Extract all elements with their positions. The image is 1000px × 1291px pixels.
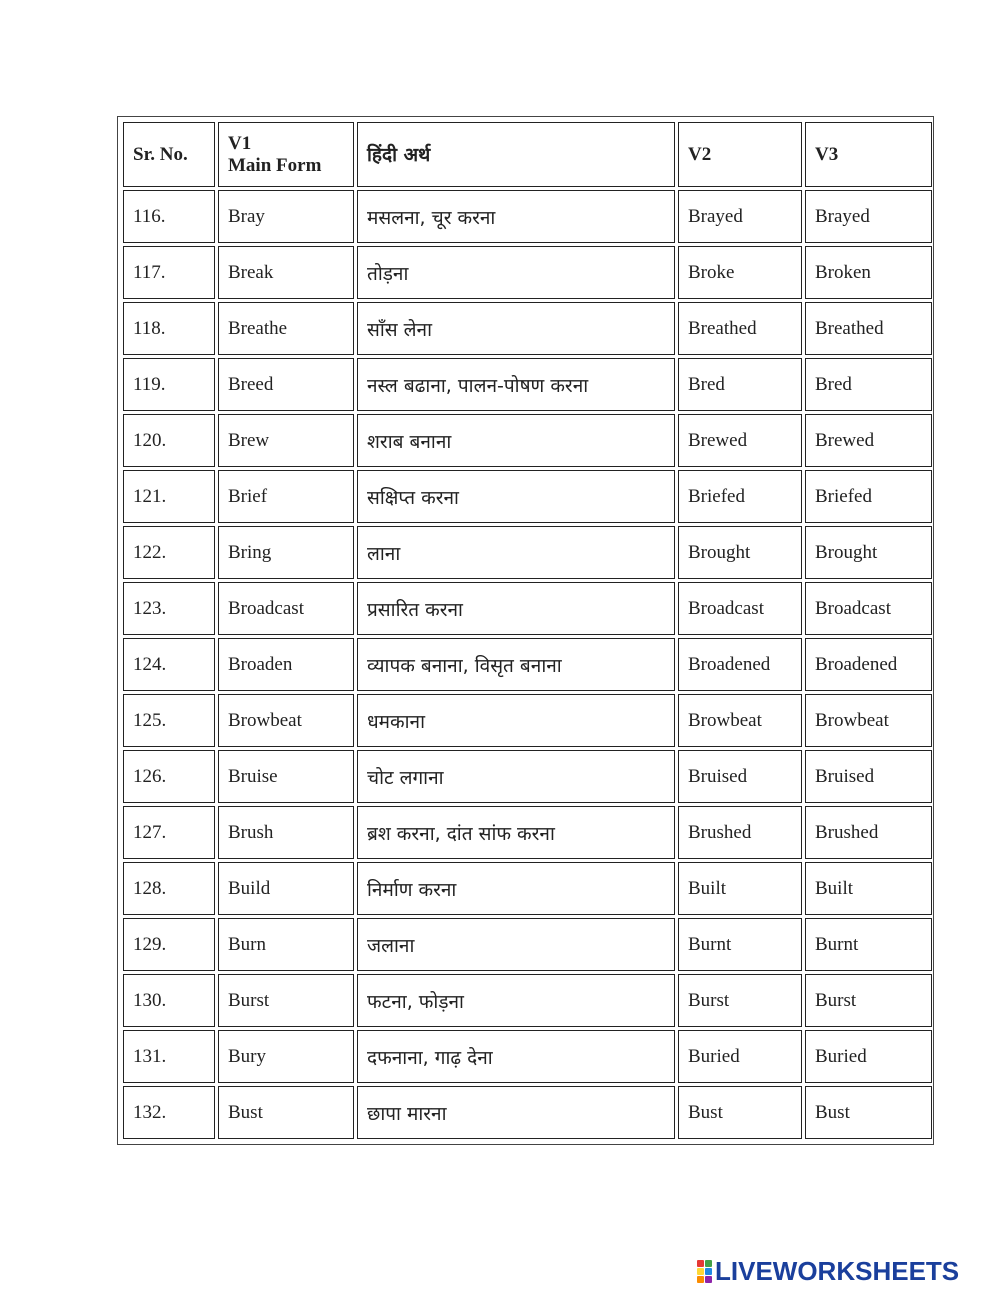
liveworksheets-logo-text: LIVEWORKSHEETS: [715, 1256, 960, 1286]
table-row: [123, 246, 932, 299]
cell-hindi-meaning: फटना, फोड़ना: [357, 974, 675, 1027]
cell-v2: Brought: [678, 526, 802, 579]
table-row: [123, 862, 932, 915]
cell-v3: Broadcast: [805, 582, 932, 635]
cell-v2: Built: [678, 862, 802, 915]
cell-hindi-meaning: शराब बनाना: [357, 414, 675, 467]
cell-hindi-meaning: तोड़ना: [357, 246, 675, 299]
table-body: [123, 190, 932, 1139]
cell-sr-no: 118.: [123, 302, 215, 355]
cell-hindi-meaning: धमकाना: [357, 694, 675, 747]
cell-v3: Bruised: [805, 750, 932, 803]
logo-icon-square: [705, 1260, 712, 1267]
cell-sr-no: 116.: [123, 190, 215, 243]
cell-v1: Breed: [218, 358, 354, 411]
cell-v3: Brought: [805, 526, 932, 579]
table-row: [123, 190, 932, 243]
cell-v1: Burn: [218, 918, 354, 971]
cell-sr-no: 129.: [123, 918, 215, 971]
cell-v1: Bray: [218, 190, 354, 243]
cell-sr-no: 120.: [123, 414, 215, 467]
cell-v1: Bring: [218, 526, 354, 579]
cell-sr-no: 122.: [123, 526, 215, 579]
cell-v1: Broadcast: [218, 582, 354, 635]
liveworksheets-logo-icon: [697, 1260, 712, 1283]
header-v2: V2: [678, 122, 802, 187]
cell-v3: Brushed: [805, 806, 932, 859]
cell-hindi-meaning: साँस लेना: [357, 302, 675, 355]
cell-sr-no: 130.: [123, 974, 215, 1027]
cell-v1: Bust: [218, 1086, 354, 1139]
logo-icon-square: [705, 1268, 712, 1275]
cell-v3: Bust: [805, 1086, 932, 1139]
cell-hindi-meaning: चोट लगाना: [357, 750, 675, 803]
verb-forms-table: [120, 119, 935, 1142]
cell-v3: Brewed: [805, 414, 932, 467]
cell-hindi-meaning: नस्ल बढाना, पालन-पोषण करना: [357, 358, 675, 411]
cell-v1: Bruise: [218, 750, 354, 803]
cell-v3: Buried: [805, 1030, 932, 1083]
cell-sr-no: 132.: [123, 1086, 215, 1139]
table-row: [123, 638, 932, 691]
cell-v3: Burst: [805, 974, 932, 1027]
cell-v2: Bust: [678, 1086, 802, 1139]
table-row: [123, 470, 932, 523]
cell-sr-no: 127.: [123, 806, 215, 859]
cell-v3: Burnt: [805, 918, 932, 971]
cell-v3: Bred: [805, 358, 932, 411]
cell-sr-no: 125.: [123, 694, 215, 747]
cell-hindi-meaning: मसलना, चूर करना: [357, 190, 675, 243]
table-row: [123, 974, 932, 1027]
cell-v2: Buried: [678, 1030, 802, 1083]
cell-hindi-meaning: छापा मारना: [357, 1086, 675, 1139]
table-row: [123, 806, 932, 859]
cell-sr-no: 126.: [123, 750, 215, 803]
cell-sr-no: 128.: [123, 862, 215, 915]
cell-sr-no: 121.: [123, 470, 215, 523]
cell-v2: Brayed: [678, 190, 802, 243]
table-row: [123, 918, 932, 971]
header-sr-no: Sr. No.: [123, 122, 215, 187]
cell-v2: Brushed: [678, 806, 802, 859]
cell-hindi-meaning: जलाना: [357, 918, 675, 971]
cell-v3: Briefed: [805, 470, 932, 523]
cell-sr-no: 131.: [123, 1030, 215, 1083]
cell-v3: Broadened: [805, 638, 932, 691]
cell-hindi-meaning: लाना: [357, 526, 675, 579]
cell-v1: Build: [218, 862, 354, 915]
cell-v1: Browbeat: [218, 694, 354, 747]
cell-v2: Briefed: [678, 470, 802, 523]
cell-hindi-meaning: निर्माण करना: [357, 862, 675, 915]
cell-v1: Bury: [218, 1030, 354, 1083]
cell-v3: Built: [805, 862, 932, 915]
cell-sr-no: 117.: [123, 246, 215, 299]
cell-v2: Bruised: [678, 750, 802, 803]
table-row: [123, 414, 932, 467]
cell-v3: Breathed: [805, 302, 932, 355]
header-v1: [218, 122, 354, 187]
cell-v2: Brewed: [678, 414, 802, 467]
cell-v2: Bred: [678, 358, 802, 411]
table-row: [123, 358, 932, 411]
cell-v1: Brew: [218, 414, 354, 467]
cell-v1: Breathe: [218, 302, 354, 355]
table-row: [123, 526, 932, 579]
cell-v2: Broadcast: [678, 582, 802, 635]
logo-icon-square: [697, 1268, 704, 1275]
cell-v2: Browbeat: [678, 694, 802, 747]
cell-sr-no: 124.: [123, 638, 215, 691]
cell-v1: Brush: [218, 806, 354, 859]
logo-icon-square: [697, 1276, 704, 1283]
cell-v3: Browbeat: [805, 694, 932, 747]
header-hindi-meaning: हिंदी अर्थ: [357, 122, 675, 187]
cell-hindi-meaning: दफनाना, गाढ़ देना: [357, 1030, 675, 1083]
table-row: [123, 582, 932, 635]
table-row: [123, 750, 932, 803]
table-row: [123, 1030, 932, 1083]
cell-hindi-meaning: व्यापक बनाना, विसृत बनाना: [357, 638, 675, 691]
cell-sr-no: 119.: [123, 358, 215, 411]
table-row: [123, 1086, 932, 1139]
cell-v2: Burnt: [678, 918, 802, 971]
cell-v3: Brayed: [805, 190, 932, 243]
table-row: [123, 302, 932, 355]
cell-v2: Broke: [678, 246, 802, 299]
liveworksheets-logo: [697, 1258, 959, 1284]
logo-icon-square: [705, 1276, 712, 1283]
table-header-row: [123, 122, 932, 187]
cell-sr-no: 123.: [123, 582, 215, 635]
header-v1-label: V1: [228, 132, 252, 154]
header-v3: V3: [805, 122, 932, 187]
cell-hindi-meaning: ब्रश करना, दांत सांफ करना: [357, 806, 675, 859]
cell-v1: Broaden: [218, 638, 354, 691]
cell-v2: Breathed: [678, 302, 802, 355]
cell-v3: Broken: [805, 246, 932, 299]
cell-v1: Burst: [218, 974, 354, 1027]
cell-v2: Broadened: [678, 638, 802, 691]
cell-hindi-meaning: सक्षिप्त करना: [357, 470, 675, 523]
cell-v2: Burst: [678, 974, 802, 1027]
cell-v1: Break: [218, 246, 354, 299]
header-v1-sublabel: Main Form: [228, 154, 322, 176]
logo-icon-square: [697, 1260, 704, 1267]
cell-v1: Brief: [218, 470, 354, 523]
verb-forms-table-frame: [117, 116, 934, 1145]
cell-hindi-meaning: प्रसारित करना: [357, 582, 675, 635]
table-row: [123, 694, 932, 747]
